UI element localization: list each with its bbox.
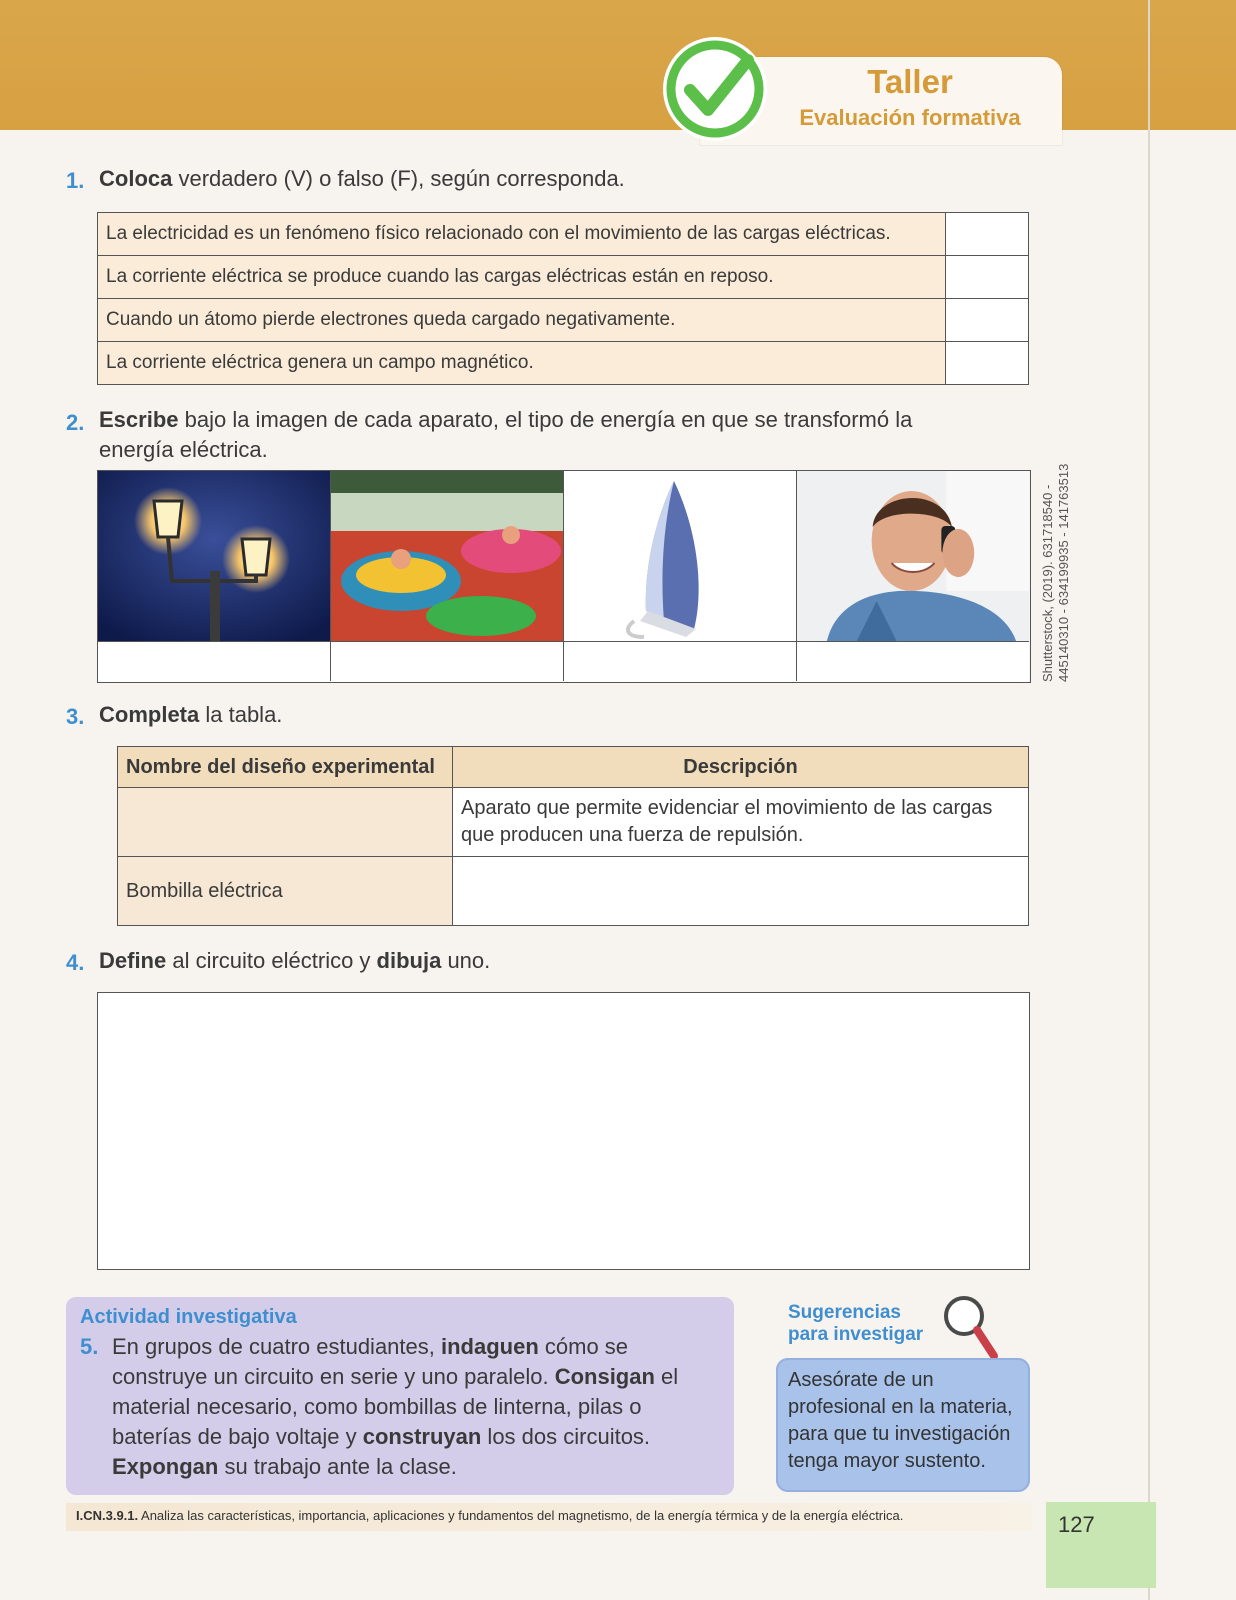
question-3-verb: Completa [99,702,200,727]
suggestions-title-line: para investigar [788,1324,924,1345]
answer-cell[interactable] [945,299,1028,342]
bumper-cars-image [331,471,563,641]
table-row [98,256,1029,299]
suggestions-title-line: Sugerencias [788,1302,901,1323]
appliance-cell [797,471,1029,681]
name-cell: Bombilla eléctrica [118,857,453,926]
activity-text-part: el material necesario, como bombillas de linterna, pilas o baterías de bajo voltaje y [112,1364,679,1449]
question-1-prompt [99,164,625,194]
activity-text-part: cómo se construye un circuito en serie y uno paralelo. [112,1334,629,1389]
energy-answer-cell[interactable] [797,641,1029,682]
question-1-verb: Coloca [99,166,173,191]
appliance-cell [564,471,797,681]
activity-verb: Consigan [554,1364,655,1389]
image-credit [1040,442,1072,682]
question-1-number: 1. [66,168,85,193]
table-row [98,342,1029,385]
suggestions-title [788,1302,948,1346]
statement-cell: Cuando un átomo pierde electrones queda cargado negativamente. [98,299,946,342]
activity-text-part: En grupos de cuatro estudiantes, [112,1334,441,1359]
name-cell[interactable] [118,788,453,857]
table-row [118,788,1029,857]
question-3-rest: la tabla. [199,702,283,727]
definition-box[interactable] [97,992,565,1270]
question-4-text: uno. [441,948,491,973]
table-row [118,857,1029,926]
description-cell[interactable] [453,857,1029,926]
activity-text-part: su trabajo ante la clase. [218,1454,457,1479]
question-3-number: 3. [66,704,85,729]
answer-cell[interactable] [945,213,1028,256]
description-cell: Aparato que permite evidenciar el movimiento de las cargas que producen una fuerza de repulsión. [453,788,1029,857]
question-1-rest: verdadero (V) o falso (F), según corresponda. [172,166,625,191]
activity-verb: indaguen [441,1334,539,1359]
question-2-rest: bajo la imagen de cada aparato, el tipo de energía en que se transformó la energía eléctrica. [99,407,913,462]
column-header: Descripción [453,747,1029,788]
question-2-number: 2. [66,410,85,435]
image-credit-line: Shutterstock, (2019). 631718540 - [1040,484,1055,682]
electric-iron-image [564,471,796,641]
question-4-text: al circuito eléctrico y [166,948,377,973]
table-row [98,299,1029,342]
drawing-box[interactable] [563,992,1030,1270]
checkmark-icon [660,34,770,144]
question-3-prompt [99,700,282,730]
street-lamps-image [98,471,330,641]
standard-text: Analiza las características, importancia, aplicaciones y fundamentos del magnetismo, de la energía térmica y de la energía eléctrica. [138,1508,904,1523]
question-2-verb: Escribe [99,407,179,432]
suggestions-text: Asesórate de un profesional en la materia, para que tu investigación tenga mayor sustento. [788,1369,1013,1472]
standard-code: I.CN.3.9.1. [76,1508,139,1523]
question-4-number: 4. [66,950,85,975]
activity-text [112,1332,722,1482]
section-title: Taller [867,63,953,100]
question-4-verb: dibuja [376,948,442,973]
energy-answer-cell[interactable] [98,641,330,682]
experiment-table [117,746,1029,926]
question-2-prompt [99,405,979,465]
answer-cell[interactable] [945,256,1028,299]
statement-cell: La corriente eléctrica genera un campo magnético. [98,342,946,385]
image-credit-line: 445140310 - 634199935 - 141763513 [1056,463,1071,682]
appliance-cell [98,471,331,681]
energy-answer-cell[interactable] [331,641,563,682]
man-on-phone-image [797,471,1029,641]
activity-title: Actividad investigativa [80,1306,297,1328]
magnifier-icon [940,1292,1000,1362]
statement-cell: La electricidad es un fenómeno físico relacionado con el movimiento de las cargas eléctricas. [98,213,946,256]
answer-cell[interactable] [945,342,1028,385]
question-4-verb: Define [99,948,167,973]
page-edge [1148,0,1150,1600]
table-row [98,213,1029,256]
question-4-prompt [99,946,490,976]
appliance-image-row [97,470,1031,683]
section-subtitle: Evaluación formativa [799,105,1021,130]
table-header-row [118,747,1029,788]
activity-verb: construyan [362,1424,482,1449]
energy-answer-cell[interactable] [564,641,796,682]
activity-number: 5. [80,1334,99,1359]
statement-cell: La corriente eléctrica se produce cuando las cargas eléctricas están en reposo. [98,256,946,299]
true-false-table [97,212,1029,385]
activity-text-part: los dos circuitos. [481,1424,651,1449]
page-number: 127 [1058,1512,1095,1537]
column-header: Nombre del diseño experimental [118,747,453,788]
activity-verb: Expongan [112,1454,219,1479]
appliance-cell [331,471,564,681]
curriculum-standard [76,1508,903,1523]
